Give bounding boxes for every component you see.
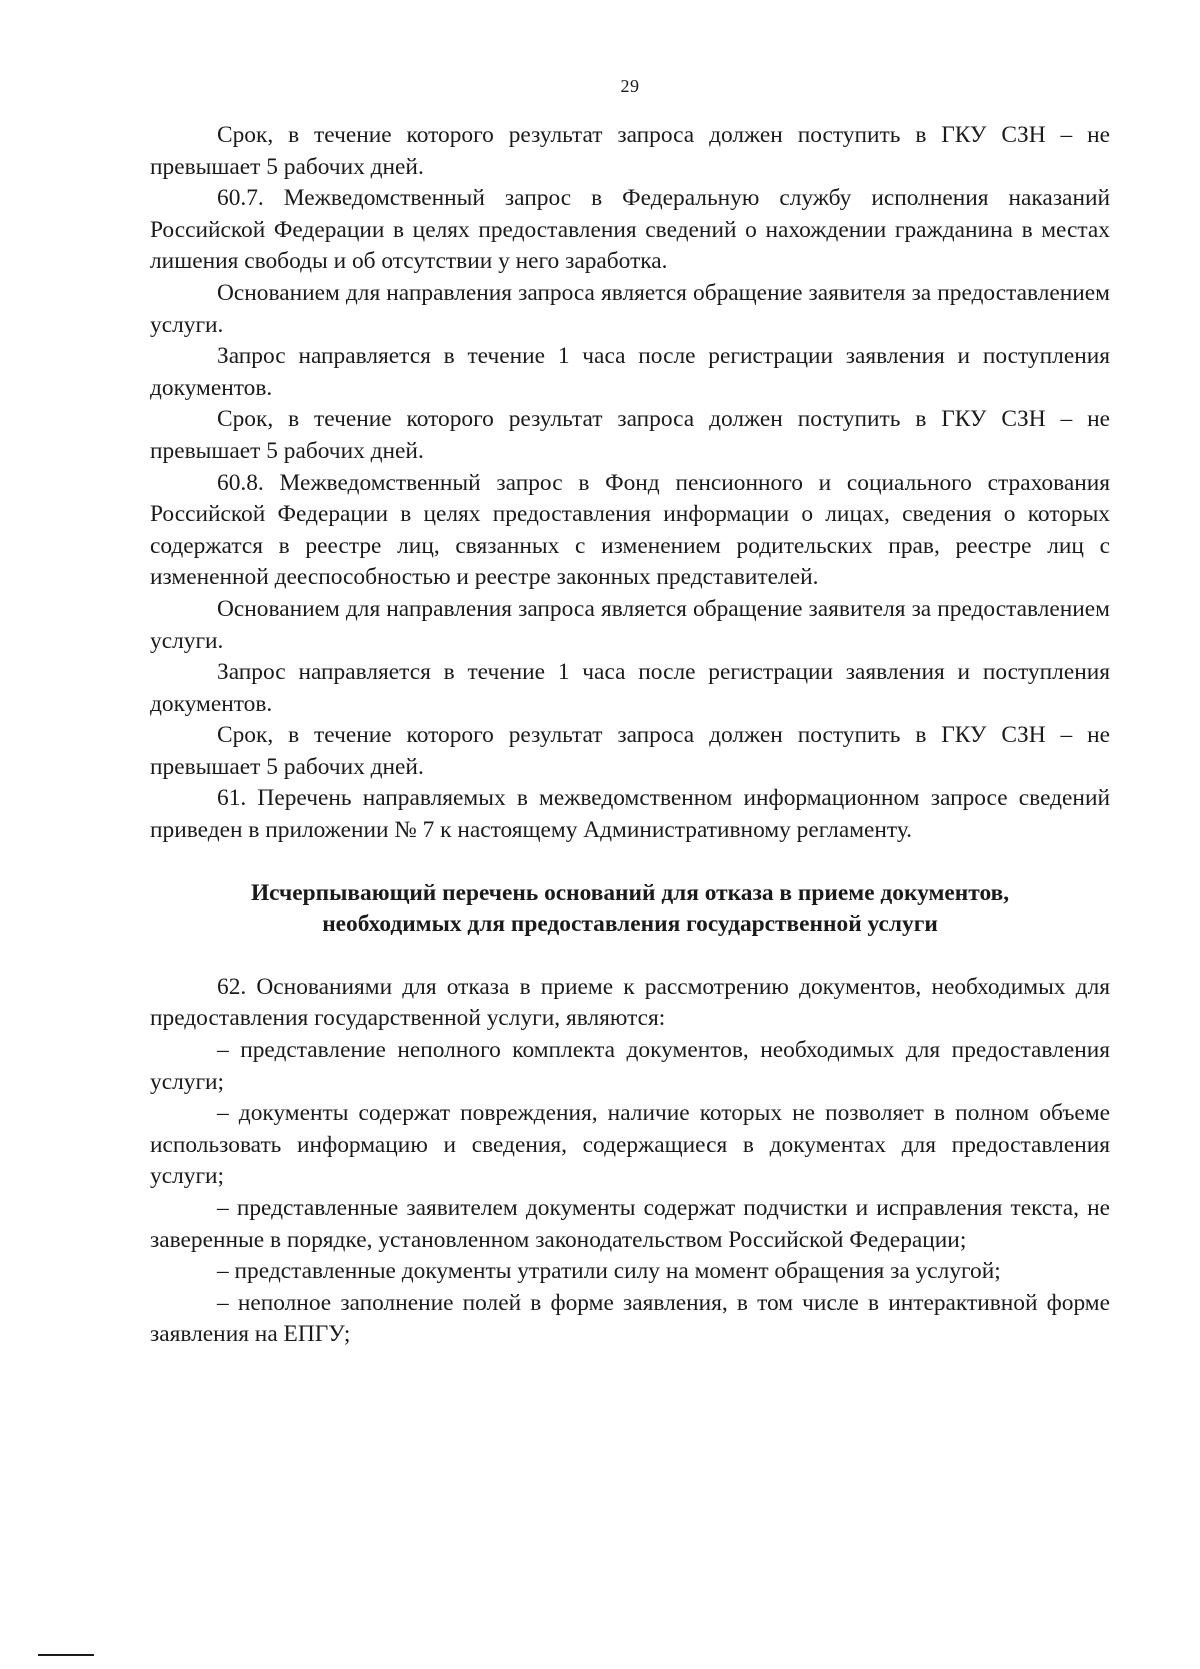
section-heading-line-1: Исчерпывающий перечень оснований для отказа в приеме документов,: [250, 879, 1010, 906]
list-item-incomplete-set: – представление неполного комплекта документов, необходимых для предоставления услуги;: [150, 1037, 1110, 1095]
paragraph-60-7: 60.7. Межведомственный запрос в Федеральную службу исполнения наказаний Российской Федерации в целях предоставления сведений о нахождении гражданина в местах лишения свободы и об отсутствии у него заработка.: [150, 185, 1110, 275]
paragraph-basis-2: Основанием для направления запроса является обращение заявителя за предоставлением услуги.: [150, 595, 1110, 654]
paragraph-request-time-2: Запрос направляется в течение 1 часа после регистрации заявления и поступления документов.: [150, 659, 1110, 717]
section-heading: [150, 878, 1110, 941]
list-item-expired-documents: – представленные документы утратили силу на момент обращения за услугой;: [217, 1258, 1001, 1285]
page-number: 29: [620, 76, 640, 96]
section-heading-line-2: необходимых для предоставления государственной услуги: [322, 911, 938, 938]
paragraph-basis-1: Основанием для направления запроса является обращение заявителя за предоставлением услуги.: [150, 279, 1110, 338]
list-item-damaged-documents: – документы содержат повреждения, наличие которых не позволяет в полном объеме использовать информацию и сведения, содержащиеся в документах для предоставления услуги;: [150, 1100, 1110, 1190]
paragraph-request-time-1: Запрос направляется в течение 1 часа после регистрации заявления и поступления документов.: [150, 343, 1110, 401]
document-body: [150, 120, 1110, 1351]
paragraph-60-8: 60.8. Межведомственный запрос в Фонд пенсионного и социального страхования Российской Федерации в целях предоставления информации о лицах, сведения о которых содержатся в реестре лиц, связанных с изменением родительских прав, реестре лиц с измененной дееспособностью и реестре законных представителей.: [150, 469, 1110, 591]
list-item-incomplete-form: – неполное заполнение полей в форме заявления, в том числе в интерактивной форме заявления на ЕПГУ;: [150, 1289, 1110, 1348]
paragraph-term-3: Срок, в течение которого результат запроса должен поступить в ГКУ СЗН – не превышает 5 рабочих дней.: [150, 722, 1110, 780]
scan-edge-mark: [38, 1654, 94, 1656]
paragraph-62: 62. Основаниями для отказа в приеме к рассмотрению документов, необходимых для предоставления государственной услуги, являются:: [150, 973, 1110, 1032]
paragraph-61: 61. Перечень направляемых в межведомственном информационном запросе сведений приведен в приложении № 7 к настоящему Административному регламенту.: [150, 785, 1110, 844]
paragraph-term-1: Срок, в течение которого результат запроса должен поступить в ГКУ СЗН – не превышает 5 рабочих дней.: [150, 122, 1110, 180]
list-item-corrections: – представленные заявителем документы содержат подчистки и исправления текста, не заверенные в порядке, установленном законодательством Российской Федерации;: [150, 1195, 1110, 1253]
paragraph-term-2: Срок, в течение которого результат запроса должен поступить в ГКУ СЗН – не превышает 5 рабочих дней.: [150, 406, 1110, 464]
